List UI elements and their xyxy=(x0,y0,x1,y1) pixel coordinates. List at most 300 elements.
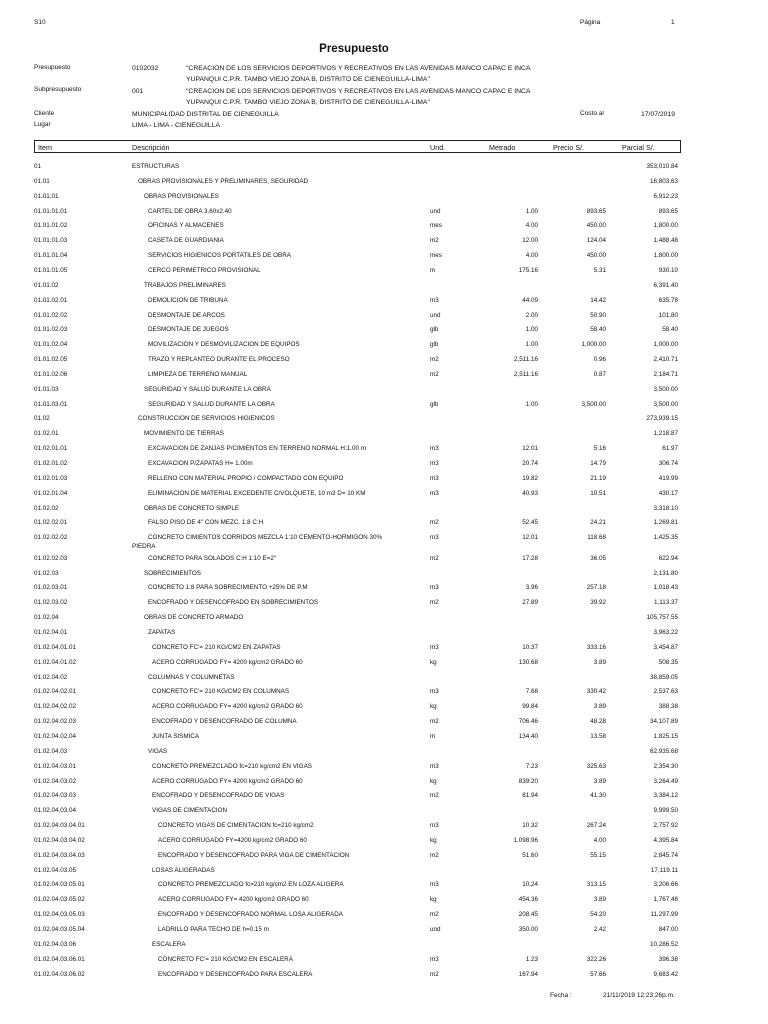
table-row xyxy=(0,941,768,953)
row-description: ENCOFRADO Y DESENCOFRADO DE COLUMNA xyxy=(152,718,297,726)
table-row xyxy=(0,430,768,442)
row-unit: m3 xyxy=(430,489,439,497)
row-metrado: 12.01 xyxy=(522,534,538,542)
cliente-value: MUNICIPALIDAD DISTRITAL DE CIENEGUILLA xyxy=(132,111,279,118)
row-precio: 48.28 xyxy=(590,718,606,726)
row-precio: 267.24 xyxy=(586,822,606,830)
row-precio: 3,500.00 xyxy=(581,400,606,408)
table-row xyxy=(0,193,768,205)
row-parcial: 11,297.99 xyxy=(650,911,678,919)
row-parcial: 101.80 xyxy=(658,311,678,319)
row-parcial: 6,912.23 xyxy=(653,192,678,200)
row-unit: m3 xyxy=(430,534,439,542)
row-item-code: 01.01.01.05 xyxy=(34,266,68,274)
row-metrado: 19.82 xyxy=(522,474,538,482)
row-metrado: 175.16 xyxy=(518,266,538,274)
row-description: OBRAS PROVISIONALES xyxy=(144,192,219,200)
row-precio: 893.65 xyxy=(586,207,606,215)
row-description: CASETA DE GUARDIANIA xyxy=(148,237,224,245)
row-parcial: 1,425.35 xyxy=(653,534,678,542)
table-row xyxy=(0,748,768,760)
row-item-code: 01.02.04.03.05.01 xyxy=(34,881,85,889)
row-unit: m2 xyxy=(430,599,439,607)
table-row xyxy=(0,401,768,413)
row-description: SOBRECIMIENTOS xyxy=(144,569,201,577)
row-item-code: 01.01.02.02 xyxy=(34,311,68,319)
row-description: CONSTRUCCION DE SERVICIOS HIGIENICOS xyxy=(138,415,275,423)
row-unit: kg xyxy=(430,777,437,785)
row-description: COLUMNAS Y COLUMNETAS xyxy=(148,673,235,681)
subpresupuesto-code: 001 xyxy=(132,88,144,95)
table-row xyxy=(0,282,768,294)
row-parcial: 847.00 xyxy=(658,926,678,933)
row-parcial: 1,269.81 xyxy=(653,519,678,527)
row-precio: 36.05 xyxy=(590,554,606,562)
row-parcial: 38,859.05 xyxy=(649,673,678,681)
row-item-code: 01.02.01.02 xyxy=(34,460,68,467)
row-parcial: 4,395.84 xyxy=(653,836,678,844)
row-metrado: 130.68 xyxy=(518,658,538,666)
row-description: DEMOLICION DE TRIBUNA xyxy=(148,296,228,304)
lugar-value: LIMA - LIMA - CIENEGUILLA xyxy=(132,122,221,129)
row-description: MOVILIZACION Y DESMOVILIZACION DE EQUIPOS xyxy=(148,341,300,349)
row-description: ENCOFRADO Y DESENCOFRADO DE VIGAS xyxy=(152,792,285,800)
column-header-metrado: Metrado xyxy=(489,143,516,152)
row-item-code: 01.02.04.02.02 xyxy=(34,703,77,711)
row-parcial: 622.94 xyxy=(658,554,678,562)
row-parcial: 3,500.00 xyxy=(653,400,678,408)
row-item-code: 01.02.04.03.03 xyxy=(34,792,77,800)
row-parcial: 2,184.71 xyxy=(653,370,678,378)
row-parcial: 419.99 xyxy=(658,474,678,482)
row-description: FALSO PISO DE 4" CON MEZC. 1:8 C:H xyxy=(148,519,264,527)
row-precio: 10.51 xyxy=(590,489,606,497)
row-description: CONCRETO PARA SOLADOS C:H 1:10 E=2" xyxy=(148,554,277,562)
table-row xyxy=(0,297,768,309)
row-description: CONCRETO 1:8 PARA SOBRECIMIENTO +25% DE P.M xyxy=(148,584,308,592)
row-item-code: 01.01.01.03 xyxy=(34,237,68,245)
row-parcial: 17,119.11 xyxy=(650,866,678,874)
row-precio: 3.89 xyxy=(593,658,606,666)
row-item-code: 01.02.04.03.06.01 xyxy=(34,955,85,963)
row-metrado: 167.94 xyxy=(518,970,538,978)
row-unit: glb xyxy=(430,341,439,349)
row-description: ESCALERA xyxy=(152,940,186,948)
table-row xyxy=(0,599,768,611)
row-description: SEGURIDAD Y SALUD DURANTE LA OBRA xyxy=(144,385,271,393)
row-metrado: 1,098.96 xyxy=(513,836,538,844)
row-parcial: 62,935.68 xyxy=(649,747,678,755)
row-precio: 55.15 xyxy=(590,851,606,859)
row-item-code: 01.01.02 xyxy=(34,281,59,289)
table-row xyxy=(0,312,768,324)
row-description: EXCAVACION DE ZANJAS P/CIMIENTOS EN TERRENO NORMAL H:1.00 m xyxy=(148,445,366,453)
row-item-code: 01.02 xyxy=(34,415,50,423)
table-row xyxy=(0,896,768,908)
table-row xyxy=(0,911,768,923)
row-description: OBRAS PROVISIONALES Y PRELIMINARES, SEGURIDAD xyxy=(138,177,309,185)
column-header-und: Und. xyxy=(430,143,446,152)
row-precio: 450.00 xyxy=(586,252,606,260)
table-row xyxy=(0,237,768,249)
page-number-label: Página xyxy=(580,19,601,26)
row-description: VIGAS xyxy=(148,747,168,755)
row-unit: m2 xyxy=(430,519,439,527)
row-metrado: 4.00 xyxy=(525,222,538,230)
row-item-code: 01.02.04.03.06 xyxy=(34,940,77,948)
row-unit: m3 xyxy=(430,881,439,889)
table-row xyxy=(0,534,768,546)
row-parcial: 1,000.00 xyxy=(653,341,678,349)
row-description: EXCAVACION P/ZAPATAS H= 1.00m xyxy=(148,460,253,467)
row-metrado: 17.28 xyxy=(522,554,538,562)
row-precio: 39.92 xyxy=(590,599,606,607)
row-item-code: 01.01.02.03 xyxy=(34,326,68,334)
column-header-item: Item xyxy=(38,143,52,152)
row-parcial: 2,410.71 xyxy=(653,356,678,364)
table-row xyxy=(0,326,768,338)
row-item-code: 01.02.01 xyxy=(34,430,59,438)
row-item-code: 01.02.04.03.04.01 xyxy=(34,822,85,830)
row-unit: m2 xyxy=(430,792,439,800)
row-item-code: 01.02.01.03 xyxy=(34,474,68,482)
presupuesto-desc-line1: "CREACION DE LOS SERVICIOS DEPORTIVOS Y RECREATIVOS EN LAS AVENIDAS MANCO CAPAC E INCA xyxy=(186,65,531,72)
row-metrado: 81.94 xyxy=(522,792,538,800)
row-precio: 124.04 xyxy=(586,237,606,245)
row-unit: m2 xyxy=(430,911,439,919)
row-description: CARTEL DE OBRA 3.60x2.40 xyxy=(148,207,232,215)
row-item-code: 01.02.04.01.02 xyxy=(34,658,77,666)
row-description: CERCO PERIMETRICO PROVISIONAL xyxy=(148,266,261,274)
row-unit: m xyxy=(430,732,436,740)
table-row xyxy=(0,505,768,517)
table-row xyxy=(0,460,768,472)
row-unit: m3 xyxy=(430,584,439,592)
row-item-code: 01.02.04.01.01 xyxy=(34,643,77,651)
row-metrado: 7.68 xyxy=(525,688,538,696)
row-metrado: 1.23 xyxy=(525,955,538,963)
row-description: OFICINAS Y ALMACENES xyxy=(148,222,224,230)
row-precio: 3.89 xyxy=(593,896,606,904)
row-item-code: 01.02.04.03.05.03 xyxy=(34,911,85,919)
table-row xyxy=(0,490,768,502)
row-item-code: 01.01.01.02 xyxy=(34,222,68,230)
presupuesto-label: Presupuesto xyxy=(34,64,71,71)
row-description: CONCRETO VIGAS DE CIMENTACION fc=210 kg/cm2 xyxy=(158,822,314,830)
row-description: ACERO CORRUGADO FY= 4200 kg/cm2 GRADO 60 xyxy=(158,896,309,904)
table-row xyxy=(0,267,768,279)
row-parcial: 430.17 xyxy=(658,489,678,497)
row-item-code: 01.02.01.01 xyxy=(34,445,68,453)
table-row xyxy=(0,688,768,700)
row-item-code: 01.02.02 xyxy=(34,504,59,512)
row-parcial: 6,391.40 xyxy=(653,281,678,289)
row-parcial: 1,218.87 xyxy=(653,430,678,438)
row-item-code: 01.01.01.01 xyxy=(34,207,68,215)
row-metrado: 706.46 xyxy=(518,718,538,726)
row-item-code: 01.02.03.02 xyxy=(34,599,68,607)
row-precio: 325.63 xyxy=(586,762,606,770)
row-parcial: 2,131.80 xyxy=(653,569,678,577)
table-row xyxy=(0,252,768,264)
table-row xyxy=(0,659,768,671)
row-metrado: 7.23 xyxy=(525,762,538,770)
row-metrado: 1.00 xyxy=(525,326,538,334)
row-precio: 322.26 xyxy=(586,955,606,963)
row-metrado: 10.37 xyxy=(522,643,538,651)
row-unit: m2 xyxy=(430,237,439,245)
presupuesto-desc-line2: YUPANQUI C.P.R. TAMBO VIEJO ZONA B, DISTRITO DE CIENEGUILLA-LIMA" xyxy=(186,76,430,83)
table-row xyxy=(0,629,768,641)
row-precio: 333.16 xyxy=(586,643,606,651)
page-title: Presupuesto xyxy=(319,43,389,55)
row-parcial: 9,999.50 xyxy=(653,807,678,815)
table-row xyxy=(0,445,768,457)
row-unit: mes xyxy=(430,222,442,230)
row-metrado: 40.93 xyxy=(522,489,538,497)
row-metrado: 20.74 xyxy=(522,460,538,467)
row-precio: 57.66 xyxy=(590,970,606,978)
row-description: JUNTA SISMICA xyxy=(152,732,200,740)
table-row xyxy=(0,867,768,879)
row-metrado: 52.45 xyxy=(522,519,538,527)
table-row xyxy=(0,971,768,983)
row-unit: m2 xyxy=(430,718,439,726)
table-row xyxy=(0,570,768,582)
row-precio: 0.96 xyxy=(593,356,606,364)
row-description: CONCRETO FC'= 210 KG/CM2 EN ZAPATAS xyxy=(152,643,281,651)
row-parcial: 2,845.74 xyxy=(653,851,678,859)
row-precio: 2.42 xyxy=(593,926,606,933)
table-row xyxy=(0,852,768,864)
row-description: SERVICIOS HIGIENICOS PORTATILES DE OBRA xyxy=(148,252,291,260)
table-row xyxy=(0,555,768,567)
row-metrado: 3.96 xyxy=(525,584,538,592)
row-item-code: 01.02.04.02.01 xyxy=(34,688,77,696)
row-metrado: 10.32 xyxy=(522,822,538,830)
row-metrado: 1.00 xyxy=(525,341,538,349)
table-row xyxy=(0,371,768,383)
row-metrado: 1.00 xyxy=(525,400,538,408)
row-parcial: 1,825.15 xyxy=(653,732,678,740)
row-item-code: 01 xyxy=(34,163,42,170)
row-description: ESTRUCTURAS xyxy=(132,163,180,170)
fecha-label: Fecha : xyxy=(550,992,572,999)
table-row xyxy=(0,807,768,819)
row-parcial: 3,264.49 xyxy=(653,777,678,785)
row-description: ZAPATAS xyxy=(148,629,176,636)
row-description: ENCOFRADO Y DESENCOFRADO NORMAL LOSA ALIGERADA xyxy=(158,911,343,919)
table-row xyxy=(0,341,768,353)
row-item-code: 01.02.04.03.06.02 xyxy=(34,970,85,978)
row-precio: 54.20 xyxy=(590,911,606,919)
row-parcial: 10,286.52 xyxy=(649,940,678,948)
row-description: ENCOFRADO Y DESENCOFRADO PARA VIGA DE CIMENTACION xyxy=(158,851,350,859)
row-parcial: 3,206.66 xyxy=(653,881,678,889)
column-header-parcial: Parcial S/. xyxy=(622,143,655,152)
row-parcial: 635.78 xyxy=(658,296,678,304)
row-unit: m xyxy=(430,266,436,274)
row-item-code: 01.02.04.03 xyxy=(34,747,68,755)
row-precio: 330.42 xyxy=(586,688,606,696)
row-description: VIGAS DE CIMENTACION xyxy=(152,807,228,815)
row-metrado: 454.36 xyxy=(518,896,538,904)
row-unit: und xyxy=(430,207,441,215)
row-description-continuation: PIEDRA xyxy=(132,543,156,551)
row-metrado: 2,511.16 xyxy=(513,370,538,378)
row-precio: 50.90 xyxy=(590,311,606,319)
row-precio: 41.30 xyxy=(590,792,606,800)
row-unit: m3 xyxy=(430,445,439,453)
table-row xyxy=(0,584,768,596)
row-parcial: 16,803.63 xyxy=(649,177,678,185)
row-precio: 3.89 xyxy=(593,703,606,711)
row-parcial: 1,800.00 xyxy=(653,222,678,230)
row-item-code: 01.01.03.01 xyxy=(34,400,68,408)
row-parcial: 508.35 xyxy=(658,658,678,666)
table-row xyxy=(0,703,768,715)
costo-value: 17/07/2019 xyxy=(641,111,676,118)
row-unit: m3 xyxy=(430,296,439,304)
row-metrado: 2.00 xyxy=(525,311,538,319)
row-parcial: 353,010.84 xyxy=(646,163,678,170)
row-precio: 3.89 xyxy=(593,777,606,785)
row-parcial: 2,537.63 xyxy=(653,688,678,696)
row-item-code: 01.02.04.02.03 xyxy=(34,718,77,726)
table-row xyxy=(0,792,768,804)
table-row xyxy=(0,222,768,234)
row-precio: 5.31 xyxy=(593,266,606,274)
row-description: CONCRETO PREMEZCLADO fc=210 kg/cm2 EN VIGAS xyxy=(152,762,312,770)
table-row xyxy=(0,956,768,968)
row-description: RELLENO CON MATERIAL PROPIO / COMPACTADO CON EQUIPO xyxy=(148,474,344,482)
row-precio: 58.40 xyxy=(590,326,606,334)
row-description: DESMONTAJE DE JUEGOS xyxy=(148,326,229,334)
row-unit: m3 xyxy=(430,643,439,651)
row-parcial: 2,757.92 xyxy=(653,822,678,830)
row-item-code: 01.02.03 xyxy=(34,569,59,577)
row-unit: m3 xyxy=(430,955,439,963)
row-description: CONCRETO CIMIENTOS CORRIDOS MEZCLA 1:10 CEMENTO-HORMIGON 30% xyxy=(148,534,383,542)
table-row xyxy=(0,475,768,487)
row-parcial: 388.38 xyxy=(658,703,678,711)
row-description: ACERO CORRUGADO FY=4200 kg/cm2 GRADO 60 xyxy=(158,836,307,844)
row-metrado: 12.00 xyxy=(522,237,538,245)
row-parcial: 9,683.42 xyxy=(653,970,678,978)
row-parcial: 3,384.12 xyxy=(653,792,678,800)
table-row xyxy=(0,614,768,626)
table-row xyxy=(0,644,768,656)
row-item-code: 01.02.04.03.05.02 xyxy=(34,896,85,904)
table-row xyxy=(0,733,768,745)
row-metrado: 27.89 xyxy=(522,599,538,607)
row-item-code: 01.02.04.03.01 xyxy=(34,762,77,770)
row-description: ENCOFRADO Y DESENCOFRADO PARA ESCALERA xyxy=(158,970,313,978)
row-item-code: 01.02.04 xyxy=(34,614,59,622)
row-unit: m2 xyxy=(430,554,439,562)
table-row xyxy=(0,356,768,368)
row-parcial: 1,800.00 xyxy=(653,252,678,260)
row-parcial: 1,488.48 xyxy=(653,237,678,245)
subpresupuesto-desc-line2: YUPANQUI C.P.R. TAMBO VIEJO ZONA B, DISTRITO DE CIENEGUILLA-LIMA" xyxy=(186,99,430,106)
row-parcial: 3,963.22 xyxy=(653,629,678,636)
column-header-precio: Precio S/. xyxy=(553,143,585,152)
page-number-value: 1 xyxy=(671,19,675,26)
row-unit: m2 xyxy=(430,356,439,364)
row-item-code: 01.02.04.02.04 xyxy=(34,732,77,740)
row-description: TRAZO Y REPLANTEO DURANTE EL PROCESO xyxy=(148,356,290,364)
row-metrado: 12.01 xyxy=(522,445,538,453)
table-row xyxy=(0,822,768,834)
row-metrado: 99.84 xyxy=(522,703,538,711)
row-parcial: 396.38 xyxy=(658,955,678,963)
cliente-label: Cliente xyxy=(34,110,55,117)
row-item-code: 01.02.04.02 xyxy=(34,673,68,681)
row-item-code: 01.02.04.03.04 xyxy=(34,807,77,815)
row-unit: m3 xyxy=(430,688,439,696)
row-unit: glb xyxy=(430,400,439,408)
row-parcial: 58.40 xyxy=(662,326,678,334)
row-description: LOSAS ALIGERADAS xyxy=(152,866,215,874)
row-parcial: 893.65 xyxy=(658,207,678,215)
row-unit: kg xyxy=(430,836,437,844)
row-parcial: 306.74 xyxy=(658,460,678,467)
row-metrado: 1.00 xyxy=(525,207,538,215)
row-unit: und xyxy=(430,926,441,933)
row-item-code: 01.01.02.01 xyxy=(34,296,68,304)
row-metrado: 350.00 xyxy=(518,926,538,933)
table-row xyxy=(0,718,768,730)
row-unit: kg xyxy=(430,703,437,711)
row-precio: 450.00 xyxy=(586,222,606,230)
row-parcial: 61.97 xyxy=(662,445,678,453)
row-precio: 257.18 xyxy=(586,584,606,592)
row-description: ELIMINACION DE MATERIAL EXCEDENTE C/VOLQUETE, 10 m3 D= 10 KM xyxy=(148,489,366,497)
row-item-code: 01.01.03 xyxy=(34,385,59,393)
row-item-code: 01.02.02.01 xyxy=(34,519,68,527)
row-description: LADRILLO PARA TECHO DE h=0.15 m xyxy=(158,926,269,933)
row-parcial: 105,757.55 xyxy=(646,614,678,622)
row-item-code: 01.02.04.03.02 xyxy=(34,777,77,785)
row-item-code: 01.01.01 xyxy=(34,192,59,200)
row-item-code: 01.02.02.03 xyxy=(34,554,68,562)
table-row xyxy=(0,926,768,938)
row-item-code: 01.02.04.01 xyxy=(34,629,68,636)
row-description: CONCRETO FC'= 210 KG/CM2 EN COLUMNAS xyxy=(152,688,290,696)
row-unit: und xyxy=(430,311,441,319)
row-metrado: 134.40 xyxy=(518,732,538,740)
row-metrado: 51.60 xyxy=(522,851,538,859)
row-precio: 14.42 xyxy=(590,296,606,304)
row-unit: m2 xyxy=(430,370,439,378)
row-parcial: 1,018.43 xyxy=(653,584,678,592)
row-unit: m3 xyxy=(430,460,439,467)
row-item-code: 01.02.03.01 xyxy=(34,584,68,592)
row-unit: m2 xyxy=(430,851,439,859)
row-item-code: 01.02.04.03.04.02 xyxy=(34,836,85,844)
row-unit: kg xyxy=(430,658,437,666)
table-row xyxy=(0,386,768,398)
row-unit: m3 xyxy=(430,822,439,830)
row-description: ENCOFRADO Y DESENCOFRADO EN SOBRECIMIENTOS xyxy=(148,599,319,607)
row-precio: 0.87 xyxy=(593,370,606,378)
row-item-code: 01.01.02.05 xyxy=(34,356,68,364)
row-parcial: 930.10 xyxy=(658,266,678,274)
row-parcial: 273,939.15 xyxy=(646,415,678,423)
row-parcial: 1,113.37 xyxy=(653,599,678,607)
row-precio: 24.21 xyxy=(590,519,606,527)
table-row xyxy=(0,163,768,175)
